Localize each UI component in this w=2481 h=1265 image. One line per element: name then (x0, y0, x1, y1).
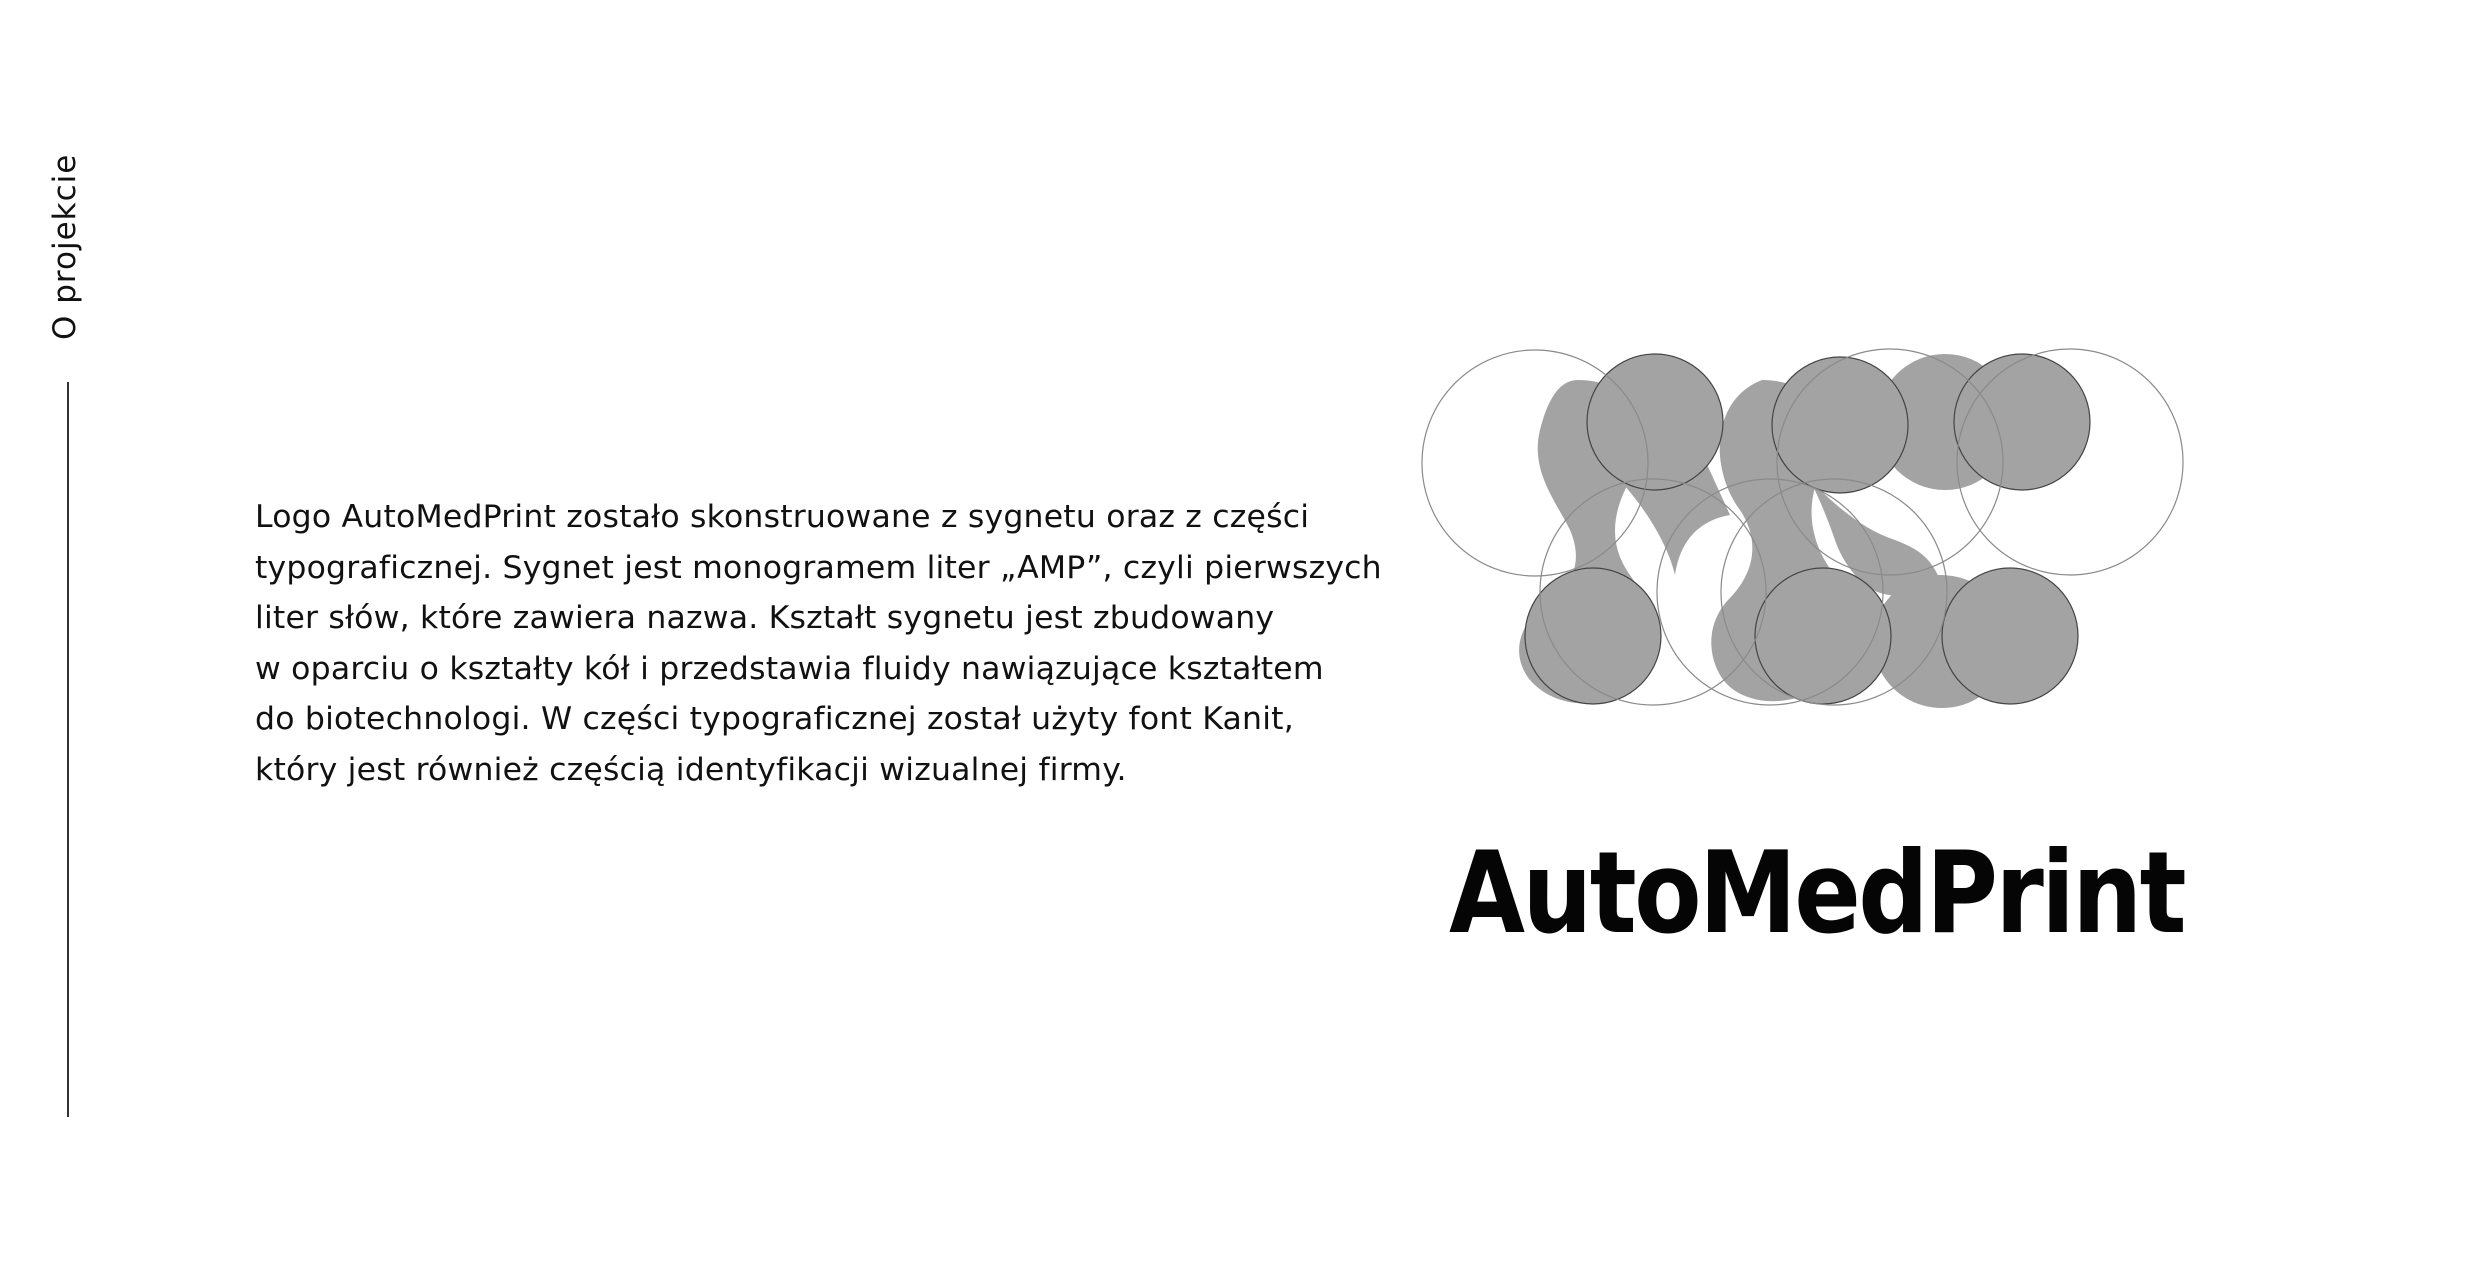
description-line: do biotechnologi. W części typograficznej został użyty font Kanit, (255, 701, 1294, 737)
sygnet-circle (1942, 568, 2078, 704)
wordmark-text: AutoMedPrint (1449, 827, 2185, 959)
vertical-divider (67, 382, 69, 1117)
project-description (255, 492, 1382, 795)
section-label: O projekcie (47, 153, 83, 340)
description-line: Logo AutoMedPrint zostało skonstruowane z sygnetu oraz z części (255, 499, 1310, 535)
sygnet-circle (1525, 568, 1661, 704)
sygnet-circle (1772, 357, 1908, 493)
description-line: typograficznej. Sygnet jest monogramem liter „AMP”, czyli pierwszych (255, 549, 1382, 586)
logo-sygnet (1410, 340, 2210, 720)
sygnet-circle (1587, 354, 1723, 490)
logo-wordmark (1449, 820, 2189, 959)
description-line: w oparciu o kształty kół i przedstawia fluidy nawiązujące kształtem (255, 650, 1324, 687)
description-line: który jest również częścią identyfikacji wizualnej firmy. (255, 751, 1127, 788)
description-line: liter słów, które zawiera nazwa. Kształt sygnetu jest zbudowany (255, 600, 1275, 636)
sygnet-circle (1954, 354, 2090, 490)
sygnet-circle (1755, 568, 1891, 704)
